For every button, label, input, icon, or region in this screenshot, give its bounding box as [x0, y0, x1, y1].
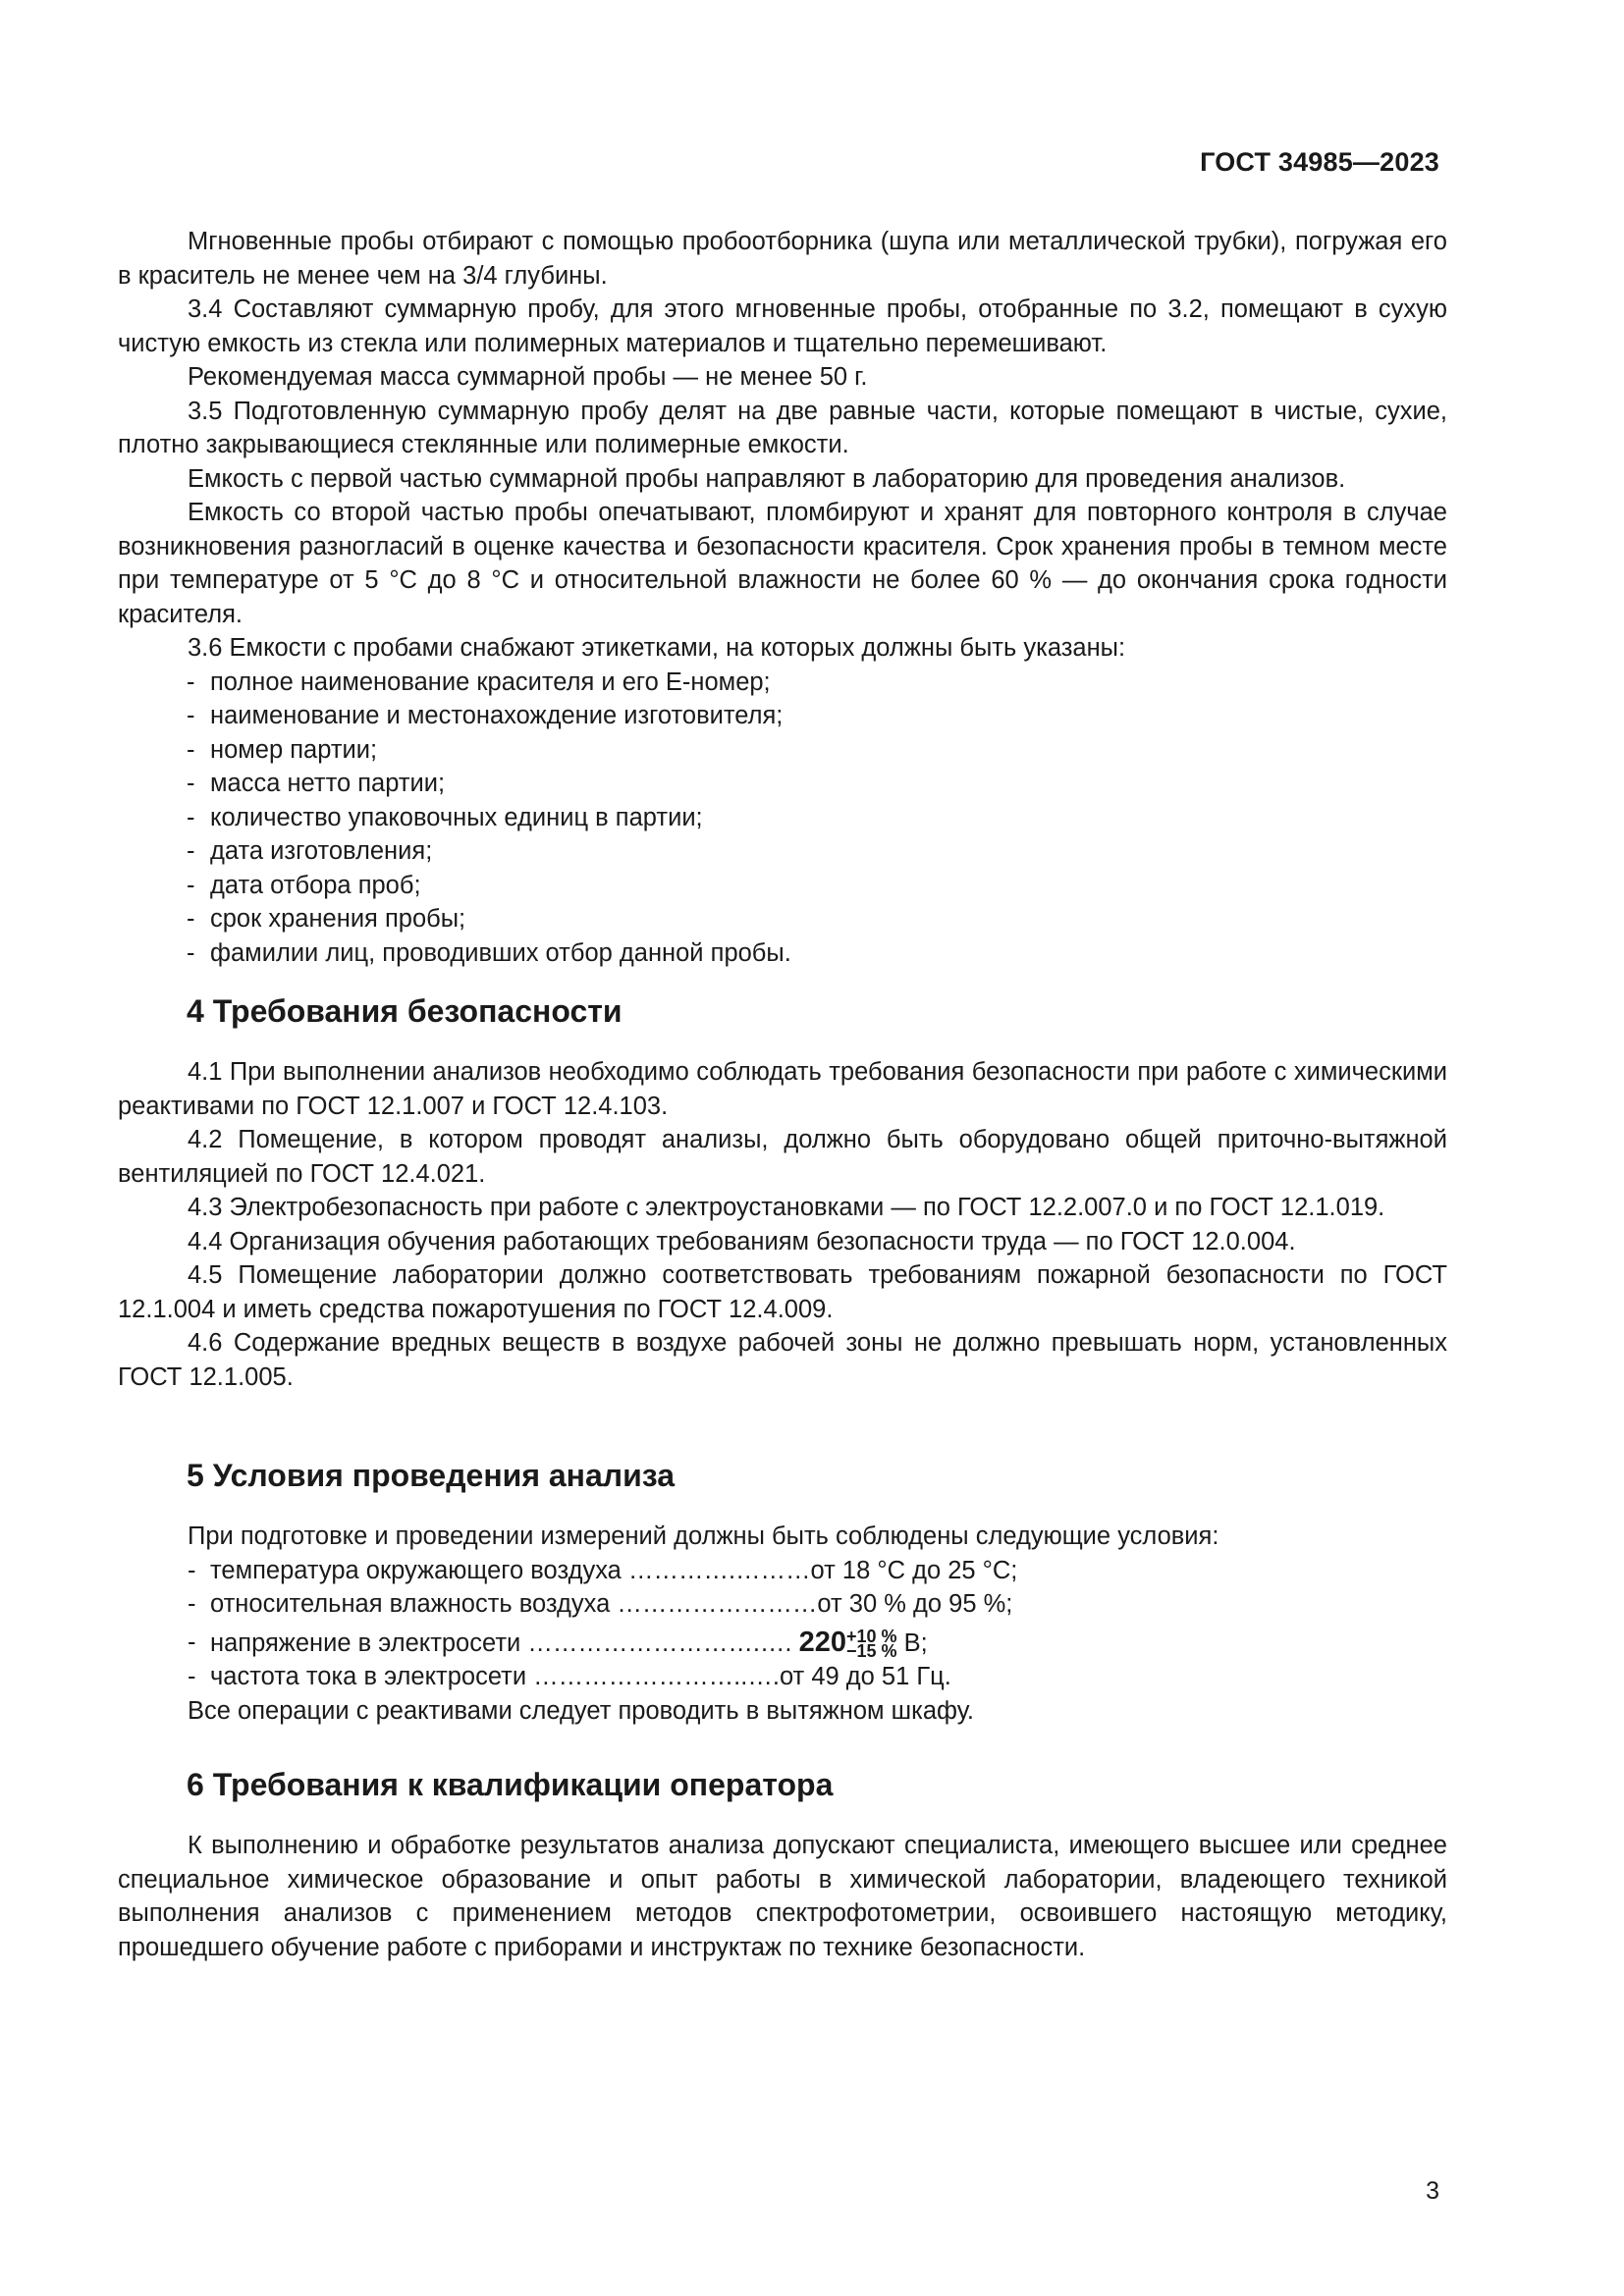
voltage-value: 220 [798, 1626, 846, 1658]
tolerance-plus: +10 % [846, 1626, 897, 1646]
section-5-block [118, 1520, 1447, 1728]
paragraph: Емкость со второй частью пробы опечатывают, пломбируют и хранят для повторного контроля в случае возникновения разногласий в оценке качества и безопасности красителя. Срок хранения пробы в темном месте при температуре от 5 °С до 8 °С и относительной влажности не более 60 % — до окончания срока годности красителя. [118, 499, 1447, 628]
tolerance-minus: −15 % [846, 1640, 897, 1661]
condition-voltage [118, 1626, 1447, 1661]
paragraph: 4.1 При выполнении анализов необходимо соблюдать требования безопасности при работе с химическими реактивами по ГОСТ 12.1.007 и ГОСТ 12.4.103. [118, 1058, 1447, 1120]
condition-label: напряжение в электросети ……………………….…. [210, 1629, 792, 1657]
paragraph: 3.4 Составляют суммарную пробу, для этого мгновенные пробы, отобранные по 3.2, помещают в сухую чистую емкость из стекла или полимерных материалов и тщательно перемешивают. [118, 295, 1447, 357]
list-item: - полное наименование красителя и его Е-номер; [118, 666, 1447, 700]
condition-temperature [118, 1554, 1447, 1588]
paragraph: При подготовке и проведении измерений должны быть соблюдены следующие условия: [188, 1522, 1219, 1550]
paragraph: 3.5 Подготовленную суммарную пробу делят на две равные части, которые помещают в чистые, сухие, плотно закрывающиеся стеклянные или полимерные емкости. [118, 397, 1447, 458]
list-item: - наименование и местонахождение изготовителя; [118, 699, 1447, 733]
condition-frequency [118, 1660, 1447, 1694]
condition-humidity [118, 1587, 1447, 1622]
paragraph: Мгновенные пробы отбирают с помощью пробоотборника (шупа или металлической трубки), погружая его в краситель не менее чем на 3/4 глубины. [118, 228, 1447, 290]
voltage-tolerance [846, 1626, 897, 1661]
list-item: - фамилии лиц, проводивших отбор данной пробы. [118, 936, 1447, 971]
condition-label: температура окружающего воздуха ………….……… [210, 1556, 811, 1584]
condition-value: от 18 °С до 25 °С; [810, 1556, 1018, 1584]
paragraph: Рекомендуемая масса суммарной пробы — не менее 50 г. [188, 363, 868, 391]
list-item: - дата изготовления; [118, 834, 1447, 869]
list-item: - дата отбора проб; [118, 869, 1447, 903]
page-number: 3 [1426, 2177, 1439, 2205]
section-6-heading: 6 Требования к квалификации оператора [187, 1767, 834, 1802]
section-3-block [118, 225, 1447, 970]
section-4-block [118, 1055, 1447, 1394]
condition-value: от 49 до 51 Гц. [779, 1663, 951, 1690]
paragraph: 3.6 Емкости с пробами снабжают этикетками, на которых должны быть указаны: [188, 634, 1126, 662]
document-id: ГОСТ 34985—2023 [1200, 147, 1439, 177]
paragraph: 4.2 Помещение, в котором проводят анализы, должно быть оборудовано общей приточно-вытяжной вентиляцией по ГОСТ 12.4.021. [118, 1126, 1447, 1188]
paragraph: 4.5 Помещение лаборатории должно соответствовать требованиям пожарной безопасности по ГОСТ 12.1.004 и иметь средства пожаротушения по ГОСТ 12.4.009. [118, 1261, 1447, 1323]
paragraph: 4.6 Содержание вредных веществ в воздухе рабочей зоны не должно превышать норм, установленных ГОСТ 12.1.005. [118, 1329, 1447, 1391]
paragraph: Емкость с первой частью суммарной пробы направляют в лабораторию для проведения анализов. [188, 464, 1346, 493]
voltage-unit: В; [903, 1629, 928, 1657]
list-item: - количество упаковочных единиц в партии; [118, 801, 1447, 835]
section-4-heading: 4 Требования безопасности [187, 993, 623, 1029]
condition-value: от 30 % до 95 %; [817, 1590, 1013, 1618]
label-items-list [118, 666, 1447, 971]
paragraph: К выполнению и обработке результатов анализа допускают специалиста, имеющего высшее или среднее специальное химическое образование и опыт работы в химической лаборатории, владеющего техникой выполнения анализов с применением методов спектрофотометрии, освоившего настоящую методику, прошедшего обучение работе с приборами и инструктаж по технике безопасности. [118, 1832, 1447, 1961]
section-6-block [118, 1829, 1447, 1964]
list-item: - срок хранения пробы; [118, 902, 1447, 936]
paragraph: 4.4 Организация обучения работающих требованиям безопасности труда — по ГОСТ 12.0.004. [188, 1227, 1296, 1255]
paragraph: 4.3 Электробезопасность при работе с электроустановками — по ГОСТ 12.2.007.0 и по ГОСТ 12.1.019. [188, 1194, 1385, 1221]
condition-label: относительная влажность воздуха …………………… [210, 1590, 818, 1618]
paragraph: Все операции с реактивами следует проводить в вытяжном шкафу. [188, 1696, 974, 1725]
list-item: - масса нетто партии; [118, 767, 1447, 801]
section-5-heading: 5 Условия проведения анализа [187, 1458, 676, 1493]
list-item: - номер партии; [118, 733, 1447, 768]
condition-label: частота тока в электросети ……………………..…. [210, 1663, 780, 1690]
